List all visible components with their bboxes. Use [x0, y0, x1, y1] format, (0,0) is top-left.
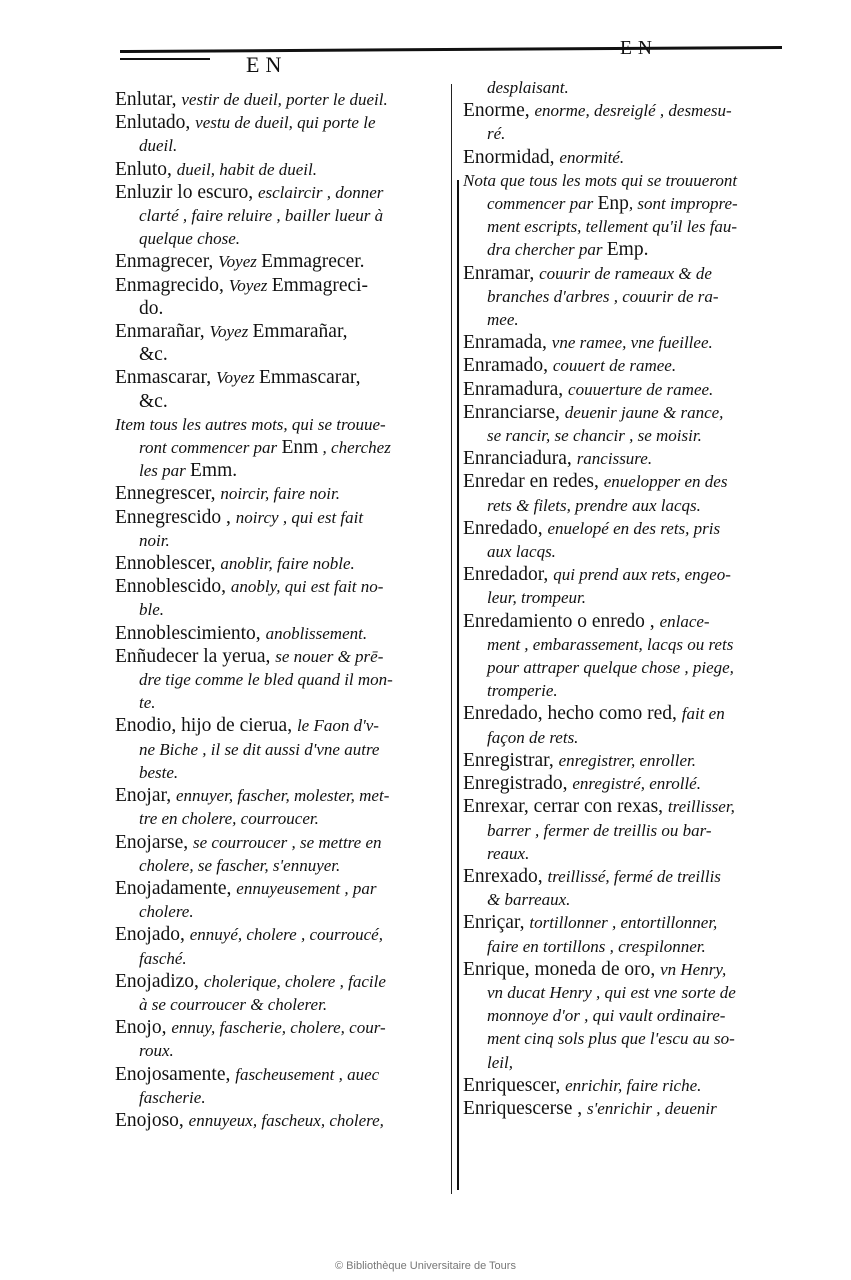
- entry-line: [463, 911, 781, 934]
- spanish-text: Enodio, hijo de cierua,: [115, 715, 297, 737]
- entry-continuation-line: [463, 215, 781, 238]
- spanish-text: Emmagrecer.: [261, 251, 365, 273]
- french-text: beste.: [139, 762, 179, 782]
- french-text: qui prend aux rets, engeo-: [553, 565, 731, 585]
- top-rule-left: [120, 58, 210, 60]
- entry-line: [463, 749, 781, 772]
- entry-continuation-line: [115, 761, 433, 784]
- entry-line: [463, 447, 781, 470]
- entry-continuation-line: [115, 807, 433, 830]
- french-text: deuenir jaune & rance,: [564, 402, 724, 422]
- spanish-text: Enojosamente,: [115, 1063, 236, 1085]
- french-text: roux.: [139, 1041, 174, 1061]
- french-text: tortillonner , entortillonner,: [529, 913, 718, 933]
- entry-continuation-line: [115, 343, 433, 366]
- entry-line: [115, 181, 433, 204]
- french-text: ennuyeusement , par: [236, 878, 377, 898]
- french-text: mee.: [487, 310, 519, 330]
- french-text: anobly, qui est fait no-: [230, 577, 384, 597]
- french-text: Voyez: [209, 322, 253, 342]
- french-text: tromperie.: [487, 681, 558, 701]
- entry-continuation-line: [463, 285, 781, 308]
- spanish-text: Enm: [281, 437, 319, 459]
- entry-continuation-line: [463, 540, 781, 563]
- french-text: enuelopper en des: [603, 472, 728, 492]
- spanish-text: &c.: [139, 344, 168, 366]
- french-text: & barreaux.: [487, 890, 571, 910]
- french-text: dra chercher par: [487, 240, 607, 260]
- entry-line: [463, 401, 781, 424]
- french-text: commencer par: [487, 194, 598, 214]
- entry-line: [463, 262, 781, 285]
- entry-continuation-line: [115, 134, 433, 157]
- french-text: desplaisant.: [487, 78, 569, 97]
- entry-line: [115, 366, 433, 389]
- french-text: noircy , qui est fait: [235, 507, 364, 527]
- spanish-text: Enlutado,: [115, 112, 196, 134]
- entry-continuation-line: [463, 424, 781, 447]
- spanish-text: Enriquescer,: [463, 1074, 566, 1096]
- entry-line: [115, 1063, 433, 1086]
- spanish-text: Enredado,: [463, 517, 548, 539]
- entry-continuation-line: [115, 459, 433, 482]
- french-text: reaux.: [487, 843, 530, 863]
- left-column: [115, 88, 433, 1132]
- entry-continuation-line: [115, 900, 433, 923]
- spanish-text: Ennegrescido ,: [115, 506, 236, 528]
- spanish-text: Enojo,: [115, 1017, 172, 1039]
- spanish-text: Enredar en redes,: [463, 471, 604, 493]
- entry-line: [463, 1097, 781, 1120]
- french-text: leur, trompeur.: [487, 588, 587, 608]
- french-text: fait en: [681, 704, 725, 724]
- spanish-text: Enlutar,: [115, 89, 182, 110]
- entry-line: [463, 470, 781, 493]
- entry-continuation-line: [115, 204, 433, 227]
- spanish-text: Enriçar,: [463, 912, 530, 934]
- entry-continuation-line: [115, 691, 433, 714]
- entry-line: [115, 622, 433, 645]
- french-text: enregistrer, enroller.: [558, 750, 697, 770]
- french-text: aux lacqs.: [487, 542, 556, 562]
- entry-line: [115, 88, 433, 111]
- french-text: noir.: [139, 530, 170, 550]
- entry-line: [115, 413, 433, 436]
- spanish-text: Enojoso,: [115, 1109, 189, 1131]
- entry-line: [115, 111, 433, 134]
- french-text: fascheusement , auec: [235, 1064, 380, 1084]
- entry-continuation-line: [115, 1039, 433, 1062]
- entry-line: [115, 1109, 433, 1132]
- french-text: dueil.: [139, 136, 178, 156]
- entry-line: [463, 958, 781, 981]
- entry-continuation-line: [463, 122, 781, 145]
- spanish-text: Enmascarar,: [115, 367, 216, 389]
- running-head-right: EN: [620, 38, 658, 59]
- entry-line: [115, 552, 433, 575]
- french-text: ment escripts, tellement qu'il les fau-: [487, 217, 738, 237]
- spanish-text: Emmascarar,: [258, 367, 361, 389]
- entry-line: [115, 645, 433, 668]
- french-text: le Faon d'v-: [296, 716, 379, 736]
- entry-continuation-line: [463, 586, 781, 609]
- entry-continuation-line: [115, 529, 433, 552]
- french-text: anoblissement.: [265, 623, 368, 643]
- spanish-text: Enrique, moneda de oro,: [463, 958, 661, 980]
- french-text: ment , embarassement, lacqs ou rets: [487, 634, 734, 654]
- french-text: quelque chose.: [139, 229, 241, 249]
- entry-continuation-line: [463, 935, 781, 958]
- french-text: dueil, habit de dueil.: [176, 159, 317, 179]
- entry-continuation-line: [463, 888, 781, 911]
- french-text: pour attraper quelque chose , piege,: [487, 658, 734, 678]
- spanish-text: Enredador,: [463, 564, 554, 586]
- french-text: couurir de rameaux & de: [539, 263, 712, 283]
- entry-line: [463, 99, 781, 122]
- french-text: Item tous les autres mots, qui se trouue-: [115, 414, 386, 434]
- french-text: ennuyé, cholere , courroucé,: [189, 925, 383, 945]
- french-text: cholerique, cholere , facile: [203, 971, 386, 991]
- entry-continuation-line: [115, 598, 433, 621]
- french-text: ble.: [139, 600, 165, 620]
- entry-line: [463, 702, 781, 725]
- french-text: anoblir, faire noble.: [220, 554, 355, 574]
- spanish-text: Enramar,: [463, 262, 540, 284]
- spanish-text: Ennegrescer,: [115, 483, 221, 505]
- entry-line: [115, 831, 433, 854]
- entry-line: [463, 772, 781, 795]
- entry-line: [115, 158, 433, 181]
- entry-continuation-line: [115, 1086, 433, 1109]
- spanish-text: Enranciarse,: [463, 401, 565, 423]
- entry-continuation-line: [463, 1004, 781, 1027]
- column-divider: [451, 84, 452, 1194]
- french-text: cholere, se fascher, s'ennuyer.: [139, 855, 341, 875]
- french-text: , cherchez: [318, 438, 391, 458]
- entry-line: [115, 250, 433, 273]
- entry-line: [115, 506, 433, 529]
- top-rule: [120, 46, 782, 53]
- french-text: ennuyer, fascher, molester, met-: [175, 786, 390, 806]
- french-text: enregistré, enrollé.: [572, 774, 701, 794]
- entry-continuation-line: [115, 993, 433, 1016]
- french-text: monnoye d'or , qui vault ordinaire-: [487, 1006, 726, 1026]
- spanish-text: Ennoblescer,: [115, 553, 221, 575]
- french-text: vne ramee, vne fueillee.: [551, 333, 713, 353]
- spanish-text: &c.: [139, 390, 168, 412]
- entry-line: [115, 784, 433, 807]
- right-column: [463, 76, 781, 1120]
- french-text: se rancir, se chancir , se moisir.: [487, 426, 702, 446]
- entry-line: [115, 575, 433, 598]
- entry-line: [463, 517, 781, 540]
- column-divider-bold: [457, 180, 459, 1190]
- entry-line: [463, 146, 781, 169]
- spanish-text: Enñudecer la yerua,: [115, 645, 276, 667]
- spanish-text: Enredado, hecho como red,: [463, 703, 682, 725]
- spanish-text: Enregistrar,: [463, 749, 559, 771]
- spanish-text: Enrexar, cerrar con rexas,: [463, 796, 668, 818]
- copyright-footer: © Bibliothèque Universitaire de Tours: [335, 1260, 516, 1272]
- french-text: ré.: [487, 124, 506, 144]
- french-text: ment cinq sols plus que l'escu au so-: [487, 1029, 735, 1049]
- spanish-text: Enranciadura,: [463, 448, 577, 470]
- french-text: Voyez: [218, 252, 262, 272]
- spanish-text: Enojadizo,: [115, 970, 204, 992]
- spanish-text: Enramado,: [463, 355, 553, 377]
- french-text: clarté , faire reluire , bailler lueur à: [139, 206, 384, 226]
- entry-line: [115, 482, 433, 505]
- entry-continuation-line: [463, 981, 781, 1004]
- entry-continuation-line: [115, 668, 433, 691]
- spanish-text: Enrexado,: [463, 865, 548, 887]
- french-text: rancissure.: [576, 449, 653, 469]
- french-text: enlace-: [659, 611, 710, 631]
- french-text: fasché.: [139, 948, 187, 968]
- french-text: à se courroucer & cholerer.: [139, 994, 328, 1014]
- entry-continuation-line: [463, 1051, 781, 1074]
- entry-continuation-line: [463, 308, 781, 331]
- french-text: rets & filets, prendre aux lacqs.: [487, 495, 701, 515]
- entry-line: [463, 378, 781, 401]
- entry-continuation-line: [115, 947, 433, 970]
- entry-line: [115, 274, 433, 297]
- entry-continuation-line: [463, 726, 781, 749]
- entry-line: [463, 169, 781, 192]
- french-text: s'enrichir , deuenir: [587, 1098, 717, 1118]
- entry-continuation-line: [463, 76, 781, 99]
- spanish-text: Enojadamente,: [115, 877, 237, 899]
- spanish-text: Enmagrecido,: [115, 274, 229, 296]
- french-text: Nota que tous les mots qui se trouueront: [463, 170, 738, 190]
- french-text: enormité.: [559, 147, 625, 167]
- french-text: noircir, faire noir.: [220, 484, 340, 504]
- entry-continuation-line: [463, 1027, 781, 1050]
- french-text: cholere.: [139, 902, 194, 922]
- entry-continuation-line: [463, 238, 781, 261]
- entry-line: [463, 563, 781, 586]
- french-text: vn ducat Henry , qui est vne sorte de: [487, 982, 736, 1002]
- french-text: vestu de dueil, qui porte le: [195, 113, 376, 133]
- french-text: couuert de ramee.: [552, 356, 677, 376]
- spanish-text: Enormidad,: [463, 146, 560, 168]
- entry-line: [463, 354, 781, 377]
- entry-continuation-line: [115, 436, 433, 459]
- french-text: enuelopé en des rets, pris: [547, 518, 721, 538]
- french-text: treillisser,: [667, 797, 735, 817]
- spanish-text: Ennoblescimiento,: [115, 622, 266, 644]
- entry-line: [115, 923, 433, 946]
- spanish-text: Ennoblescido,: [115, 576, 231, 598]
- entry-line: [463, 610, 781, 633]
- french-text: dre tige comme le bled quand il mon-: [139, 670, 393, 690]
- entry-line: [115, 714, 433, 737]
- entry-line: [463, 865, 781, 888]
- spanish-text: Enredamiento o enredo ,: [463, 610, 660, 632]
- spanish-text: Emp.: [606, 239, 649, 261]
- french-text: faire en tortillons , crespilonner.: [487, 936, 706, 956]
- french-text: façon de rets.: [487, 727, 579, 747]
- entry-line: [115, 877, 433, 900]
- spanish-text: Enramadura,: [463, 378, 569, 400]
- entry-continuation-line: [115, 854, 433, 877]
- entry-line: [115, 970, 433, 993]
- french-text: ne Biche , il se dit aussi d'vne autre: [139, 739, 380, 759]
- spanish-text: Emmarañar,: [252, 321, 348, 343]
- french-text: Voyez: [228, 275, 272, 295]
- french-text: se courroucer , se mettre en: [192, 832, 382, 852]
- entry-continuation-line: [463, 633, 781, 656]
- french-text: tre en cholere, courroucer.: [139, 809, 319, 829]
- french-text: barrer , fermer de treillis ou bar-: [487, 820, 712, 840]
- entry-continuation-line: [463, 656, 781, 679]
- french-text: enorme, desreiglé , desmesu-: [534, 101, 732, 121]
- spanish-text: Enramada,: [463, 332, 552, 354]
- spanish-text: do.: [139, 297, 164, 319]
- spanish-text: Enluto,: [115, 158, 177, 180]
- entry-line: [463, 795, 781, 818]
- entry-continuation-line: [463, 842, 781, 865]
- entry-continuation-line: [463, 819, 781, 842]
- spanish-text: Enmarañar,: [115, 321, 210, 343]
- french-text: ennuyeux, fascheux, cholere,: [188, 1110, 384, 1130]
- running-head-left: EN: [246, 52, 288, 77]
- entry-line: [115, 1016, 433, 1039]
- spanish-text: Enregistrado,: [463, 773, 573, 795]
- spanish-text: Enorme,: [463, 100, 535, 122]
- french-text: , sont impropre-: [628, 194, 738, 214]
- entry-continuation-line: [463, 679, 781, 702]
- french-text: vn Henry,: [660, 959, 727, 979]
- entry-line: [115, 320, 433, 343]
- spanish-text: Enojar,: [115, 785, 176, 807]
- spanish-text: Enojarse,: [115, 831, 193, 853]
- spanish-text: Emm.: [190, 460, 238, 482]
- entry-continuation-line: [463, 494, 781, 517]
- french-text: esclaircir , donner: [257, 182, 384, 202]
- spanish-text: Enojado,: [115, 924, 190, 946]
- entry-continuation-line: [115, 390, 433, 413]
- french-text: Voyez: [216, 368, 259, 388]
- french-text: vestir de dueil, porter le dueil.: [181, 90, 388, 109]
- french-text: fascherie.: [139, 1087, 206, 1107]
- french-text: treillissé, fermé de treillis: [547, 866, 721, 886]
- entry-line: [463, 331, 781, 354]
- spanish-text: Enp: [597, 193, 629, 215]
- french-text: te.: [139, 693, 156, 713]
- french-text: se nouer & prē-: [275, 646, 384, 666]
- french-text: leil,: [487, 1052, 513, 1072]
- french-text: ront commencer par: [139, 438, 282, 458]
- french-text: les par: [139, 461, 190, 481]
- french-text: branches d'arbres , couurir de ra-: [487, 286, 719, 306]
- spanish-text: Emmagreci-: [271, 274, 369, 296]
- french-text: ennuy, fascherie, cholere, cour-: [171, 1018, 386, 1038]
- entry-continuation-line: [115, 738, 433, 761]
- spanish-text: Enmagrecer,: [115, 251, 219, 273]
- spanish-text: Enriquescerse ,: [463, 1097, 587, 1119]
- entry-continuation-line: [463, 192, 781, 215]
- french-text: couuerture de ramee.: [568, 379, 714, 399]
- entry-line: [463, 1074, 781, 1097]
- spanish-text: Enluzir lo escuro,: [115, 181, 258, 203]
- entry-continuation-line: [115, 227, 433, 250]
- french-text: enrichir, faire riche.: [565, 1075, 702, 1095]
- entry-continuation-line: [115, 297, 433, 320]
